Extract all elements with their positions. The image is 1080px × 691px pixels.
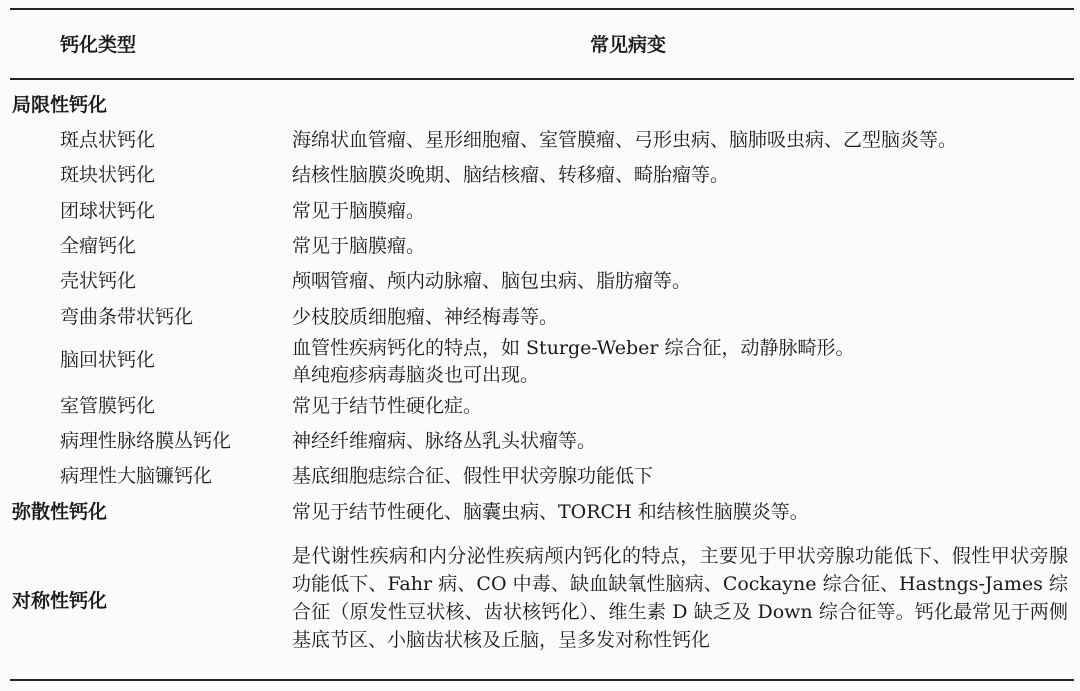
top-rule <box>10 8 1074 10</box>
lesion-text: 血管性疾病钙化的特点，如 Sturge-Weber 综合征，动静脉畸形。 <box>292 337 855 359</box>
group-label: 弥散性钙化 <box>12 501 108 523</box>
lesion-text: 常见于脑膜瘤。 <box>292 200 426 222</box>
group-label: 局限性钙化 <box>12 94 108 116</box>
calcification-type: 斑块状钙化 <box>60 164 156 186</box>
calcification-type: 室管膜钙化 <box>60 395 156 417</box>
group-label: 对称性钙化 <box>12 590 108 612</box>
calcification-type: 病理性脉络膜丛钙化 <box>60 430 232 452</box>
calcification-type: 斑点状钙化 <box>60 129 156 151</box>
header-calcification-type: 钙化类型 <box>60 34 137 56</box>
header-rule <box>10 78 1074 80</box>
lesion-text: 常见于结节性硬化症。 <box>292 395 483 417</box>
calcification-type: 弯曲条带状钙化 <box>60 306 194 328</box>
calcification-type: 全瘤钙化 <box>60 235 137 257</box>
lesion-text: 常见于脑膜瘤。 <box>292 235 426 257</box>
lesion-text: 海绵状血管瘤、星形细胞瘤、室管膜瘤、弓形虫病、脑肺吸虫病、乙型脑炎等。 <box>292 129 958 151</box>
lesion-text: 少枝胶质细胞瘤、神经梅毒等。 <box>292 306 559 328</box>
bottom-rule <box>10 679 1074 681</box>
calcification-type: 团球状钙化 <box>60 200 156 222</box>
calcification-type: 脑回状钙化 <box>60 349 156 371</box>
lesion-text: 结核性脑膜炎晚期、脑结核瘤、转移瘤、畸胎瘤等。 <box>292 164 730 186</box>
calcification-type: 病理性大脑镰钙化 <box>60 465 213 487</box>
lesion-text: 是代谢性疾病和内分泌性疾病颅内钙化的特点，主要见于甲状旁腺功能低下、假性甲状旁腺功能低下、Fahr 病、CO 中毒、缺血缺氧性脑病、Cockayne 综合征、Hastngs-James 综合征（原发性豆状核、齿状核钙化）、维生素 D 缺乏及 Down 综合征等。钙化最常见于两侧基底节区、小脑齿状核及丘脑，呈多发对称性钙化 <box>292 545 1068 651</box>
lesion-text: 常见于结节性硬化、脑囊虫病、TORCH 和结核性脑膜炎等。 <box>292 501 809 523</box>
header-common-lesions: 常见病变 <box>590 34 667 56</box>
lesion-text-continued: 单纯疱疹病毒脑炎也可出现。 <box>292 364 540 386</box>
lesion-text: 基底细胞痣综合征、假性甲状旁腺功能低下 <box>292 465 654 487</box>
lesion-text: 颅咽管瘤、颅内动脉瘤、脑包虫病、脂肪瘤等。 <box>292 270 692 292</box>
calcification-type: 壳状钙化 <box>60 270 137 292</box>
lesion-text: 神经纤维瘤病、脉络丛乳头状瘤等。 <box>292 430 597 452</box>
